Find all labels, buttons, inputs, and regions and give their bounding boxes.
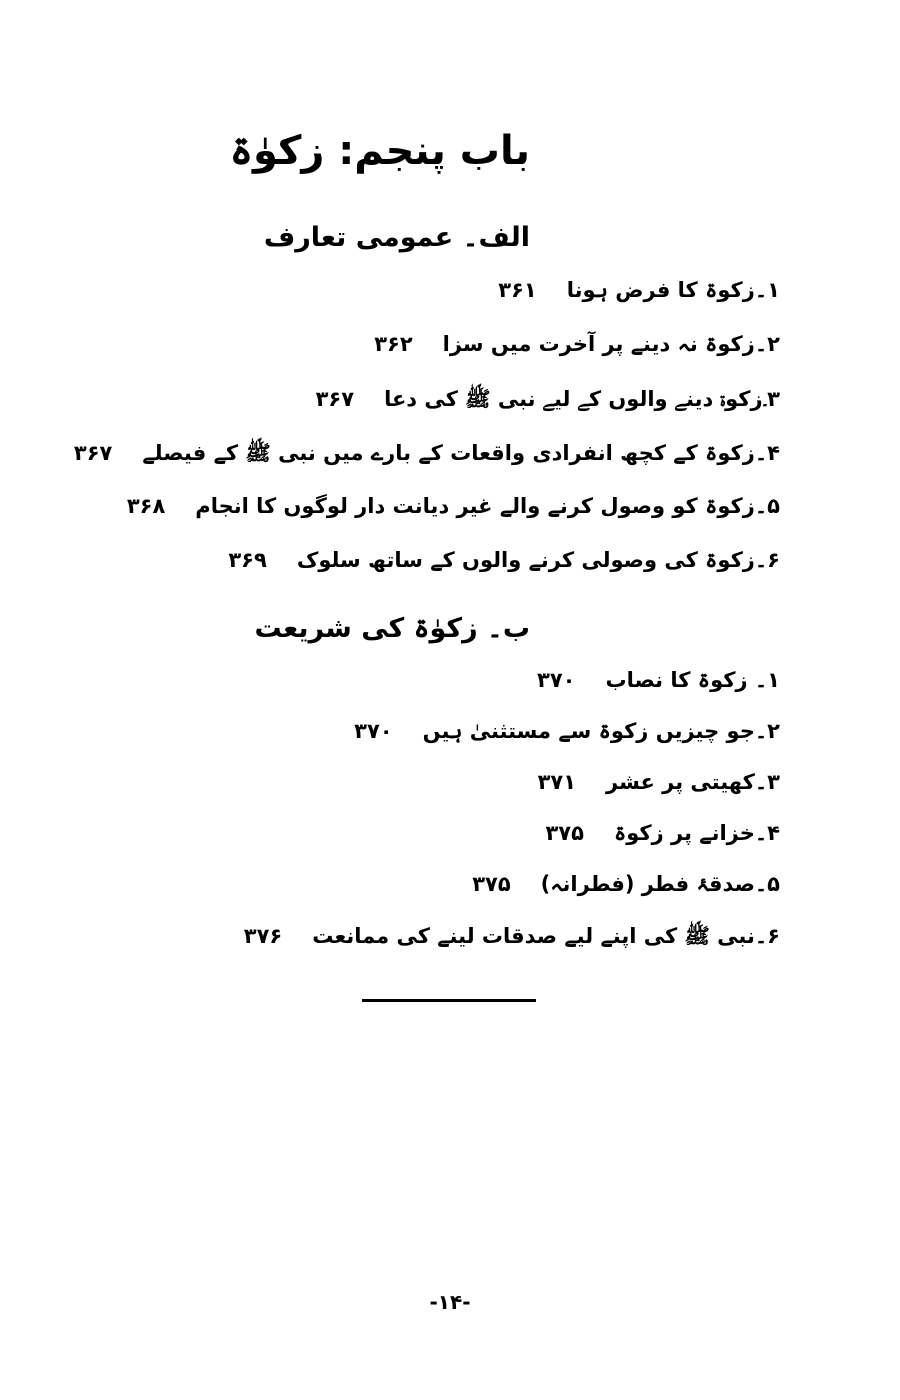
- toc-entry-title: ۳۔زکوۃ دینے والوں کے لیے نبی ﷺ کی دعا: [384, 387, 780, 411]
- toc-entry: [74, 494, 780, 548]
- toc-entry-title: ۶۔نبی ﷺ کی اپنے لیے صدقات لینے کی ممانعت: [312, 924, 780, 948]
- section-heading-general-introduction: الف۔ عمومی تعارف: [263, 222, 530, 253]
- toc-entry-page-number: ۳۷۰: [354, 719, 393, 743]
- toc-entry-page-number: ۳۷۰: [537, 668, 576, 692]
- section-divider-rule: [362, 999, 536, 1002]
- toc-entry: [244, 821, 780, 872]
- toc-entry: [244, 668, 780, 719]
- toc-entry-page-number: ۳۶۷: [73, 441, 113, 465]
- toc-entry: [244, 923, 780, 974]
- toc-entry-page-number: ۳۶۸: [126, 494, 166, 518]
- toc-entry-title: ۱۔ زکوۃ کا نصاب: [605, 668, 780, 692]
- chapter-title: باب پنجم: زکوٰۃ: [229, 128, 530, 174]
- toc-entry-title: ۵۔صدقۂ فطر (فطرانہ): [540, 872, 780, 896]
- toc-entry-page-number: ۳۷۵: [472, 872, 511, 896]
- toc-entry-page-number: ۳۶۲: [374, 332, 413, 356]
- toc-entry-title: ۲۔جو چیزیں زکوۃ سے مستثنیٰ ہیں: [422, 719, 780, 743]
- toc-entry-title: ۵۔زکوۃ کو وصول کرنے والے غیر دیانت دار لوگوں کا انجام: [195, 494, 780, 518]
- toc-entry-title: ۱۔زکوۃ کا فرض ہونا: [566, 278, 780, 302]
- page-number: -۱۴-: [429, 1290, 471, 1314]
- toc-entry: [74, 548, 780, 602]
- toc-entry: [244, 872, 780, 923]
- toc-entry-title: ۲۔زکوۃ نہ دینے پر آخرت میں سزا: [442, 332, 780, 356]
- toc-entry-page-number: ۳۶۹: [228, 548, 267, 572]
- toc-entry: [74, 278, 780, 332]
- toc-entry-page-number: ۳۷۱: [537, 770, 577, 794]
- toc-entry-title: ۴۔خزانے پر زکوۃ: [613, 821, 780, 845]
- section-heading-zakat-law: ب۔ زکوٰۃ کی شریعت: [254, 613, 530, 644]
- toc-entry: [244, 719, 780, 770]
- toc-entry-page-number: ۳۷۶: [243, 924, 283, 948]
- toc-entry-page-number: ۳۶۷: [315, 387, 355, 411]
- toc-entry: [244, 770, 780, 821]
- toc-list-general-introduction: [74, 278, 780, 602]
- toc-entry-page-number: ۳۷۵: [545, 821, 584, 845]
- toc-entry-title: ۴۔زکوۃ کے کچھ انفرادی واقعات کے بارے میں نبی ﷺ کے فیصلے: [142, 441, 780, 465]
- toc-list-zakat-law: [244, 668, 780, 974]
- toc-entry-title: ۳۔کھیتی پر عشر: [606, 770, 780, 794]
- toc-entry-page-number: ۳۶۱: [498, 278, 537, 302]
- toc-entry-title: ۶۔زکوۃ کی وصولی کرنے والوں کے ساتھ سلوک: [296, 548, 780, 572]
- toc-entry: [74, 386, 780, 440]
- toc-entry: [74, 332, 780, 386]
- toc-entry: [74, 440, 780, 494]
